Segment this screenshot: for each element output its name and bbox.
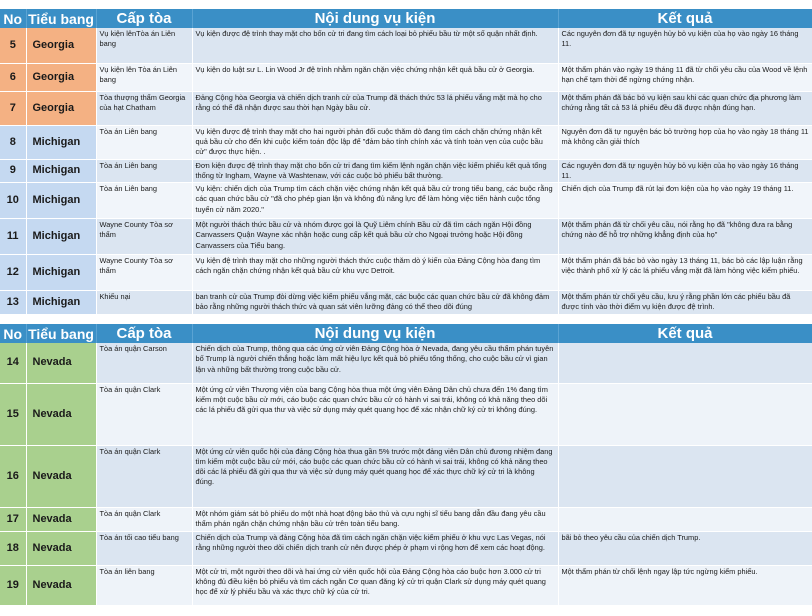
header-court: Cấp tòa (96, 324, 192, 343)
row-content: Một cử tri, một người theo dõi và hai ứng cử viên quốc hội của Đảng Cộng hòa cáo buộc hơn 3.000 cử tri không đủ điều kiện bỏ phiếu và tìm cách ngăn Cơ quan đăng ký cử tri quận Clark sử dụng máy quét quang học để xử lý phiếu bầu và xác thực chữ ký của cử tri. (192, 565, 558, 605)
row-result: Các nguyên đơn đã tự nguyện hủy bỏ vụ kiện của họ vào ngày 16 tháng 11. (558, 159, 812, 183)
table-row (0, 565, 812, 605)
table-row (0, 159, 812, 183)
row-number: 15 (0, 383, 26, 445)
table-row (0, 531, 812, 565)
row-state: Nevada (26, 343, 96, 383)
row-court: Tòa thượng thẩm Georgia của hạt Chatham (96, 91, 192, 125)
row-court: Tòa án Liên bang (96, 183, 192, 219)
row-result: Chiến dịch của Trump đã rút lại đơn kiện của họ vào ngày 19 tháng 11. (558, 183, 812, 219)
row-number: 7 (0, 91, 26, 125)
row-result: Một thẩm phán từ chối yêu cầu, lưu ý rằng phần lớn các phiếu bầu đã được tính vào thời điểm vụ kiện được đệ trình. (558, 291, 812, 315)
row-court: Wayne County Tòa sơ thẩm (96, 255, 192, 291)
row-number: 10 (0, 183, 26, 219)
row-court: Tòa án quận Clark (96, 445, 192, 507)
table-row (0, 63, 812, 91)
row-result: Một thẩm phán đã từ chối yêu cầu, nói rằng họ đã "không đưa ra bằng chứng nào để hỗ trợ những khẳng định của họ" (558, 219, 812, 255)
row-content: Đơn kiện được đệ trình thay mặt cho bốn cử tri đang tìm kiếm lệnh ngăn chặn việc kiểm phiếu kết quả tổng thống từ Ingham, Wayne và Washtenaw, với các cuộc bỏ phiếu bất thường. (192, 159, 558, 183)
row-state: Nevada (26, 383, 96, 445)
row-number: 5 (0, 28, 26, 63)
row-content: Vụ kiện do luật sư L. Lin Wood Jr đệ trình nhằm ngăn chặn việc chứng nhận kết quả bầu cử ở Georgia. (192, 63, 558, 91)
row-result (558, 343, 812, 383)
row-content: Một ứng cử viên quốc hội của đảng Cộng hòa thua gần 5% trước một đảng viên Dân chủ đương nhiệm đang tìm kiếm một cuộc bầu cử mới, cáo buộc các quan chức bầu cử có hành vi sai trái, không có khả năng theo dõi các lá phiếu đã gửi qua thư và việc sử dụng máy quét quang học để xác thực chữ ký cử tri là không đúng. (192, 445, 558, 507)
row-number: 17 (0, 507, 26, 531)
row-court: Khiếu nại (96, 291, 192, 315)
row-number: 11 (0, 219, 26, 255)
header-content: Nội dung vụ kiện (192, 9, 558, 28)
row-state: Nevada (26, 507, 96, 531)
row-content: Đảng Cộng hòa Georgia và chiến dịch tranh cử của Trump đã thách thức 53 lá phiếu vắng mặt mà họ cho rằng có thể đã nhận được sau thời hạn Ngày bầu cử. (192, 91, 558, 125)
row-state: Georgia (26, 28, 96, 63)
row-number: 19 (0, 565, 26, 605)
table-row (0, 183, 812, 219)
row-content: Chiến dịch của Trump, thông qua các ứng cử viên Đảng Cộng hòa ở Nevada, đang yêu cầu thẩm phán tuyên bố Trump là người chiến thắng hoặc làm mất hiệu lực kết quả bỏ phiếu tổng thống, cho cuộc bầu cử vì gian lận và những bất thường trong cuộc bầu cử. (192, 343, 558, 383)
row-state: Michigan (26, 125, 96, 159)
row-number: 14 (0, 343, 26, 383)
row-content: ban tranh cử của Trump đòi dừng việc kiểm phiếu vắng mặt, các buộc các quan chức bầu cử đã không đảm bảo rằng những người thách thức và quan sát viên lưỡng đảng có thể theo dõi đúng (192, 291, 558, 315)
table-row (0, 255, 812, 291)
row-number: 16 (0, 445, 26, 507)
header-content: Nội dung vụ kiện (192, 324, 558, 343)
table-row (0, 219, 812, 255)
row-court: Vụ kiện lênTòa án Liên bang (96, 28, 192, 63)
row-court: Tòa án tối cao tiểu bang (96, 531, 192, 565)
row-result: Một thẩm phán vào ngày 19 tháng 11 đã từ chối yêu cầu của Wood về lệnh hạn chế tạm thời để ngừng chứng nhận. (558, 63, 812, 91)
row-content: Một người thách thức bầu cử và nhóm được gọi là Quỹ Liêm chính Bầu cử đã tìm cách ngăn Hội đồng Canvassers Quận Wayne xác nhận hoặc cung cấp kết quả bầu cử cho Ngoại trưởng hoặc Hội đồng Canvassers của Tiểu bang. (192, 219, 558, 255)
row-number: 13 (0, 291, 26, 315)
row-number: 8 (0, 125, 26, 159)
table-row (0, 445, 812, 507)
lawsuit-table-nevada (0, 324, 812, 606)
row-court: Tòa án liên bang (96, 565, 192, 605)
row-state: Nevada (26, 445, 96, 507)
row-result: Nguyên đơn đã tự nguyện bác bỏ trường hợp của họ vào ngày 18 tháng 11 mà không cần giải thích (558, 125, 812, 159)
header-state: Tiểu bang (26, 324, 96, 343)
row-content: Một ứng cử viên Thượng viện của bang Cộng hòa thua một ứng viên Đảng Dân chủ chưa đến 1% đang tìm kiếm một cuộc bầu cử mới, cáo buộc các quan chức bầu cử có hành vi sai trái, không có khả năng theo dõi các lá phiếu đã gửi qua thư và việc sử dụng máy quét quang học để xác nhận chữ ký cử tri không đúng. (192, 383, 558, 445)
row-state: Michigan (26, 219, 96, 255)
row-result: Các nguyên đơn đã tự nguyện hủy bỏ vụ kiện của họ vào ngày 16 tháng 11. (558, 28, 812, 63)
row-content: Chiến dịch của Trump và đảng Cộng hòa đã tìm cách ngăn chặn việc kiểm phiếu ở khu vực Las Vegas, nói rằng những người theo dõi chiến dịch tranh cử nên được phép ở phạm vi rộng hơn để xem các hoạt động. (192, 531, 558, 565)
row-court: Vụ kiện lên Tòa án Liên bang (96, 63, 192, 91)
table-header-row (0, 324, 812, 343)
row-result: bãi bỏ theo yêu cầu của chiến dịch Trump. (558, 531, 812, 565)
row-result (558, 507, 812, 531)
row-number: 9 (0, 159, 26, 183)
lawsuit-table-georgia-michigan (0, 9, 812, 315)
header-result: Kết quả (558, 9, 812, 28)
row-state: Michigan (26, 255, 96, 291)
row-state: Georgia (26, 63, 96, 91)
row-number: 6 (0, 63, 26, 91)
row-state: Michigan (26, 291, 96, 315)
row-state: Michigan (26, 159, 96, 183)
header-state: Tiểu bang (26, 9, 96, 28)
header-no: No (0, 9, 26, 28)
row-number: 12 (0, 255, 26, 291)
row-content: Vụ kiện: chiến dịch của Trump tìm cách chặn việc chứng nhận kết quả bầu cử trong tiểu bang, các buộc rằng các quan chức bầu cử "đã cho phép gian lận và không đủ năng lực để làm hỏng việc tiến hành cuộc tổng tuyển cử năm 2020." (192, 183, 558, 219)
table-row (0, 383, 812, 445)
header-no: No (0, 324, 26, 343)
row-result: Một thẩm phán đã bác bỏ vụ kiện sau khi các quan chức địa phương làm chứng rằng tất cả 53 lá phiếu đều đã được nhận đúng hạn. (558, 91, 812, 125)
row-court: Tòa án quận Clark (96, 507, 192, 531)
row-court: Tòa án quận Carson (96, 343, 192, 383)
row-court: Tòa án quận Clark (96, 383, 192, 445)
header-result: Kết quả (558, 324, 812, 343)
table-row (0, 125, 812, 159)
row-state: Nevada (26, 531, 96, 565)
row-state: Michigan (26, 183, 96, 219)
table-row (0, 507, 812, 531)
row-result (558, 445, 812, 507)
row-result (558, 383, 812, 445)
row-content: Vụ kiện được đệ trình thay mặt cho hai người phản đối cuộc thăm dò đang tìm cách chặn chứng nhận kết quả bầu cử cho đến khi cuộc kiểm toán độc lập để "đảm bảo tính chính xác và tính toàn vẹn của cuộc bầu cử" được thực hiện. . (192, 125, 558, 159)
row-content: Vụ kiện đệ trình thay mặt cho những người thách thức cuộc thăm dò ý kiến của Đảng Cộng hòa đang tìm cách ngăn chặn chứng nhận kết quả bầu cử khu vực Detroit. (192, 255, 558, 291)
row-state: Georgia (26, 91, 96, 125)
row-result: Một thẩm phán đã bác bỏ vào ngày 13 tháng 11, bác bỏ các lập luận rằng việc thành phố xử lý các lá phiếu vắng mặt đã làm hỏng việc kiểm phiếu. (558, 255, 812, 291)
table-row (0, 91, 812, 125)
row-content: Vụ kiện được đệ trình thay mặt cho bốn cử tri đang tìm cách loại bỏ phiếu bầu từ một số quận nhất định. (192, 28, 558, 63)
row-state: Nevada (26, 565, 96, 605)
table-header-row (0, 9, 812, 28)
row-result: Một thẩm phán từ chối lệnh ngay lập tức ngừng kiểm phiếu. (558, 565, 812, 605)
row-court: Tòa án Liên bang (96, 125, 192, 159)
table-row (0, 291, 812, 315)
row-court: Wayne County Tòa sơ thẩm (96, 219, 192, 255)
table-row (0, 343, 812, 383)
row-court: Tòa án Liên bang (96, 159, 192, 183)
row-content: Một nhóm giám sát bỏ phiếu do một nhà hoạt động bảo thủ và cựu nghị sĩ tiểu bang dẫn đầu đang yêu cầu thẩm phán ngăn chặn chứng nhận bầu cử trên toàn tiểu bang. (192, 507, 558, 531)
table-row (0, 28, 812, 63)
header-court: Cấp tòa (96, 9, 192, 28)
row-number: 18 (0, 531, 26, 565)
